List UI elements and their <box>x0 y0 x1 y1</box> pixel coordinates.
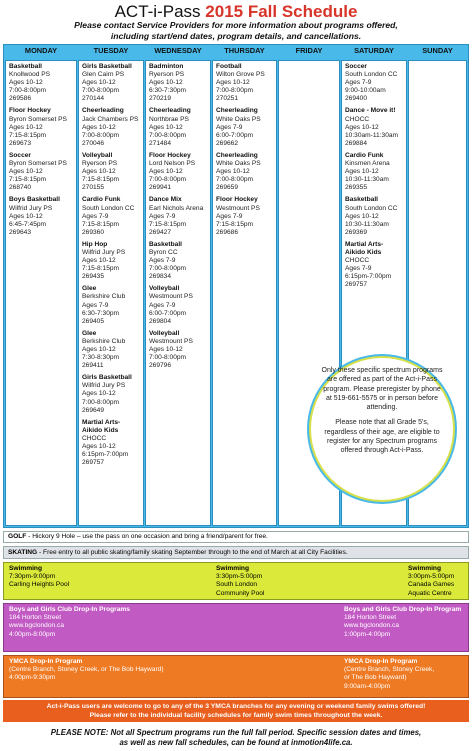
program-entry <box>9 63 73 103</box>
program-detail: 7:00-8:00pm <box>82 131 120 139</box>
program-entry <box>82 196 140 236</box>
swim-line: 7:30pm-9:00pm <box>9 573 56 581</box>
program-detail: 271484 <box>149 139 172 147</box>
program-name: Volleyball <box>149 285 180 293</box>
day-header-wednesday: WEDNESDAY <box>154 46 202 55</box>
program-detail: 270251 <box>216 95 239 103</box>
program-detail: Ages 7-9 <box>345 79 372 87</box>
program-entry <box>149 241 207 281</box>
bgc-line: 1:00pm-4:00pm <box>344 630 391 638</box>
program-detail: Jack Chambers PS <box>82 115 139 123</box>
ymca-line: or The Bob Hayward) <box>344 674 407 682</box>
swim-monday <box>9 565 209 590</box>
day-header-monday: MONDAY <box>24 46 58 55</box>
program-name: Volleyball <box>149 329 180 337</box>
program-detail: Ages 10-12 <box>345 123 379 131</box>
program-name: Boys Basketball <box>9 196 60 204</box>
program-detail: 7:30-8:30pm <box>82 354 120 362</box>
program-name: Cheerleading <box>82 107 124 115</box>
program-detail: 269804 <box>149 317 172 325</box>
swim-line: Aquatic Centre <box>408 589 452 597</box>
program-name: Floor Hockey <box>149 151 191 159</box>
skating-text: - Free entry to all public skating/family skating September through to the end of March at all City Facilities. <box>37 549 348 556</box>
program-detail: 269686 <box>216 228 239 236</box>
page-subtitle <box>20 20 452 42</box>
program-detail: 7:15-8:15pm <box>149 220 187 228</box>
program-name: Cardio Funk <box>82 196 121 204</box>
program-detail: 6:30-7:30pm <box>149 87 187 95</box>
program-detail: Westmount PS <box>149 337 193 345</box>
day-column-thursday <box>212 60 277 526</box>
program-detail: White Oaks PS <box>216 160 261 168</box>
program-name: Dance Mix <box>149 196 182 204</box>
program-detail: 7:00-8:00pm <box>149 176 187 184</box>
program-name: Soccer <box>345 63 367 70</box>
program-entry <box>82 241 140 281</box>
program-entry <box>82 285 140 325</box>
ymca-line: 9:00am-4:00pm <box>344 682 391 690</box>
program-detail: 9:00-10:00am <box>345 87 386 95</box>
program-detail: Ages 10-12 <box>82 79 116 87</box>
program-detail: Ages 7-9 <box>149 212 176 220</box>
program-name: Basketball <box>345 196 378 204</box>
program-entry <box>216 63 273 103</box>
program-detail: 7:00-8:00pm <box>82 87 120 95</box>
program-detail: 7:00-8:00pm <box>149 354 187 362</box>
program-detail: 10:30am-11:30am <box>345 131 399 139</box>
swim-line: South London <box>216 581 258 589</box>
program-detail: Knollwood PS <box>9 71 51 79</box>
program-detail: 269834 <box>149 273 172 281</box>
program-detail: Glen Cairn PS <box>82 71 125 79</box>
program-detail: 269643 <box>9 228 32 236</box>
program-entry <box>345 63 403 103</box>
program-detail: 7:00-8:00pm <box>149 265 187 273</box>
program-detail: Ages 10-12 <box>82 123 116 131</box>
spectrum-note-para: Please note that all Grade 5's, regardless of their age, are eligible to register for any Spectrum programs offered through Act-i-Pass. <box>324 419 440 455</box>
swim-sunday <box>408 565 470 598</box>
program-detail: 268740 <box>9 184 32 192</box>
golf-row <box>3 531 469 543</box>
program-name: Soccer <box>9 151 31 159</box>
program-detail: Ages 10-12 <box>149 168 183 176</box>
program-detail: 269659 <box>216 184 239 192</box>
day-column-tuesday <box>78 60 144 526</box>
footer-line: as well as new fall schedules, can be found at inmotion4life.ca. <box>119 738 353 747</box>
ymca-line: (Centre Branch, Stoney Creek, or The Bob Hayward) <box>9 666 164 674</box>
program-entry <box>9 107 73 147</box>
bgc-line: 4:00pm-8:00pm <box>9 630 56 638</box>
program-detail: 269757 <box>82 459 105 467</box>
program-detail: Wilfrid Jury PS <box>82 382 126 390</box>
swim-line: Carling Heights Pool <box>9 581 70 589</box>
program-entry <box>149 196 207 236</box>
program-detail: 269941 <box>149 184 172 192</box>
swim-line: 3:00pm-5:00pm <box>408 573 455 581</box>
program-detail: 269405 <box>82 317 105 325</box>
program-entry <box>216 152 273 192</box>
program-detail: 7:15-8:15pm <box>82 220 120 228</box>
program-name: Girls Basketball <box>82 63 132 70</box>
program-name: Hip Hop <box>82 240 108 248</box>
program-detail: CHOCC <box>82 434 107 442</box>
program-detail: Ages 7-9 <box>82 301 109 309</box>
program-detail: Lord Nelson PS <box>149 160 196 168</box>
program-detail: 270219 <box>149 95 172 103</box>
program-detail: Ages 7-9 <box>216 123 243 131</box>
ymca-title: YMCA Drop-In Program <box>344 658 418 665</box>
program-detail: 269411 <box>82 362 104 370</box>
program-detail: Ages 10-12 <box>82 390 116 398</box>
program-detail: 269673 <box>9 139 32 147</box>
program-entry <box>82 107 140 147</box>
program-detail: Ages 10-12 <box>216 168 250 176</box>
program-name: Basketball <box>149 240 182 248</box>
program-entry <box>82 419 140 468</box>
program-detail: Ages 10-12 <box>216 79 250 87</box>
program-detail: Berkshire Club <box>82 293 126 301</box>
program-entry <box>149 285 207 325</box>
program-detail: CHOCC <box>345 257 370 265</box>
footer-line: PLEASE NOTE: Not all Spectrum programs run the full fall period. Specific session dates and times, <box>50 728 422 737</box>
program-detail: 7:00-8:00pm <box>9 87 47 95</box>
program-detail: Ages 7-9 <box>149 301 176 309</box>
program-detail: Ages 10-12 <box>82 168 116 176</box>
program-entry <box>345 196 403 236</box>
program-name: Glee <box>82 285 97 293</box>
program-detail: Earl Nichols Arena <box>149 204 204 212</box>
ymca-title: YMCA Drop-In Program <box>9 658 83 665</box>
subtitle-line: Please contact Service Providers for more information about programs offered, <box>74 20 398 30</box>
program-detail: Byron Somerset PS <box>9 160 67 168</box>
program-detail: 7:15-8:15pm <box>82 265 120 273</box>
skating-label: SKATING <box>8 549 38 556</box>
footer-note <box>0 728 472 748</box>
bgc-weekday <box>9 606 259 639</box>
day-header-thursday: THURSDAY <box>224 46 265 55</box>
program-detail: 270046 <box>82 139 105 147</box>
program-detail: Ages 10-12 <box>9 79 43 87</box>
program-detail: 6:15pm-7:00pm <box>82 451 129 459</box>
program-entry <box>149 63 207 103</box>
program-name: Floor Hockey <box>9 107 51 115</box>
program-detail: 7:15-8:15pm <box>216 220 254 228</box>
day-header-saturday: SATURDAY <box>354 46 394 55</box>
golf-label: GOLF <box>8 533 27 540</box>
program-detail: 269662 <box>216 139 239 147</box>
swim-title: Swimming <box>408 565 441 572</box>
notice-line: Please refer to the individual facility schedules for family swim times throughout the week. <box>89 712 383 719</box>
program-name: Cheerleading <box>149 107 191 115</box>
program-detail: Wilfrid Jury PS <box>82 248 126 256</box>
program-name: Girls Basketball <box>82 374 132 382</box>
program-detail: 6:15pm-7:00pm <box>345 273 392 281</box>
program-detail: Ryerson PS <box>82 160 118 168</box>
program-detail: Ages 10-12 <box>149 79 183 87</box>
program-detail: 7:00-8:00pm <box>149 131 187 139</box>
notice-line: Act-i-Pass users are welcome to go to any of the 3 YMCA branches for any evening or weekend family swims offered! <box>46 703 426 710</box>
program-entry <box>216 107 273 147</box>
program-entry <box>345 152 403 192</box>
ymca-weekday <box>9 658 309 683</box>
program-name: Glee <box>82 329 97 337</box>
bgc-line: www.bgclondon.ca <box>9 622 64 630</box>
program-detail: Ages 10-12 <box>82 443 116 451</box>
swim-title: Swimming <box>216 565 249 572</box>
program-detail: 6:30-7:30pm <box>82 309 120 317</box>
program-detail: 269360 <box>82 228 105 236</box>
program-detail: Wilfrid Jury PS <box>9 204 53 212</box>
program-entry <box>149 152 207 192</box>
program-detail: 7:15-8:15pm <box>9 131 47 139</box>
boys-girls-club-row <box>3 603 469 652</box>
program-detail: 269355 <box>345 184 368 192</box>
program-detail: White Oaks PS <box>216 115 261 123</box>
program-detail: South London CC <box>345 204 398 212</box>
program-name: Cheerleading <box>216 151 258 159</box>
program-entry <box>82 374 140 414</box>
bgc-line: 184 Horton Street <box>9 614 62 622</box>
ymca-line: 4:00pm-9:30pm <box>9 674 56 682</box>
program-entry <box>216 196 273 236</box>
day-header-sunday: SUNDAY <box>422 46 453 55</box>
program-detail: 6:00-7:00pm <box>216 131 254 139</box>
page-title <box>0 2 472 22</box>
program-name: Football <box>216 63 242 70</box>
day-header-tuesday: TUESDAY <box>93 46 129 55</box>
program-entry <box>149 330 207 370</box>
program-detail: 269757 <box>345 281 368 289</box>
program-detail: 6:00-7:00pm <box>149 309 187 317</box>
golf-text: - Hickory 9 Hole – use the pass on one occasion and bring a friend/parent for free. <box>26 533 268 540</box>
subtitle-line: including start/end dates, program details, and cancellations. <box>110 31 362 41</box>
program-name: Cardio Funk <box>345 151 384 159</box>
program-entry <box>9 196 73 236</box>
bgc-line: www.bgclondon.ca <box>344 622 399 630</box>
program-detail: Westmount PS <box>149 293 193 301</box>
ymca-row <box>3 655 469 698</box>
program-detail: 7:15-8:15pm <box>82 176 120 184</box>
title-season: 2015 Fall Schedule <box>205 2 358 21</box>
program-detail: Ages 10-12 <box>149 346 183 353</box>
day-header-friday: FRIDAY <box>295 46 323 55</box>
title-main: ACT-i-Pass <box>114 2 201 21</box>
program-detail: Wilton Grove PS <box>216 71 265 79</box>
program-detail: Byron CC <box>149 248 178 256</box>
program-detail: Kinsmen Arena <box>345 160 390 168</box>
program-detail: Ages 10-12 <box>149 123 183 131</box>
bgc-line: 184 Horton Street <box>344 614 397 622</box>
program-detail: 7:00-8:00pm <box>82 398 120 406</box>
program-entry <box>82 152 140 192</box>
program-detail: Ages 10-12 <box>9 212 43 220</box>
swim-line: Canada Games <box>408 581 455 589</box>
program-name: Cheerleading <box>216 107 258 115</box>
program-detail: 6:45-7:45pm <box>9 220 47 228</box>
program-name: Martial Arts-Aikido Kids <box>345 240 384 256</box>
program-name: Dance - Move it! <box>345 107 396 115</box>
program-detail: 269435 <box>82 273 105 281</box>
swim-thursday <box>216 565 336 598</box>
program-detail: Ages 10-12 <box>9 123 43 131</box>
program-detail: CHOCC <box>345 115 370 123</box>
skating-row <box>3 546 469 559</box>
program-detail: 269586 <box>9 95 32 103</box>
ymca-notice <box>3 700 469 722</box>
program-entry <box>82 330 140 370</box>
program-detail: 270155 <box>82 184 105 192</box>
program-detail: Ages 10-12 <box>345 212 379 220</box>
day-column-wednesday <box>145 60 211 526</box>
program-detail: Northbrae PS <box>149 115 189 123</box>
bgc-title: Boys and Girls Club Drop-In Programs <box>9 606 130 613</box>
program-detail: Ages 10-12 <box>82 257 116 265</box>
program-entry <box>9 152 73 192</box>
swim-line: 3:30pm-5:00pm <box>216 573 263 581</box>
program-name: Floor Hockey <box>216 196 258 204</box>
program-detail: 270144 <box>82 95 105 103</box>
program-detail: Ages 10-12 <box>345 168 379 176</box>
program-entry <box>345 241 403 290</box>
program-name: Badminton <box>149 63 184 70</box>
program-detail: Ages 10-12 <box>82 346 116 353</box>
program-detail: 269884 <box>345 139 368 147</box>
program-detail: 269649 <box>82 406 105 414</box>
program-detail: Ages 10-12 <box>9 168 43 176</box>
program-detail: 10:30-11:30am <box>345 220 389 228</box>
ymca-saturday <box>344 658 466 691</box>
swim-line: Community Pool <box>216 589 265 597</box>
program-detail: 7:00-8:00pm <box>216 176 254 184</box>
program-detail: Ages 7-9 <box>149 257 176 265</box>
program-detail: Westmount PS <box>216 204 260 212</box>
program-detail: 269427 <box>149 228 172 236</box>
program-detail: South London CC <box>345 71 398 79</box>
program-name: Volleyball <box>82 151 113 159</box>
swim-title: Swimming <box>9 565 42 572</box>
program-detail: 7:15-8:15pm <box>9 176 47 184</box>
program-detail: Berkshire Club <box>82 337 126 345</box>
program-name: Basketball <box>9 63 42 70</box>
program-detail: Ryerson PS <box>149 71 185 79</box>
program-entry <box>345 107 403 147</box>
program-entry <box>149 107 207 147</box>
program-detail: 10:30-11:30am <box>345 176 389 184</box>
program-entry <box>82 63 140 103</box>
spectrum-note-para: Only these specific spectrum programs are offered as part of the Act-i-Pass program. Please preregister by phone at 519-661-5575 or in person before attending. <box>321 367 443 412</box>
program-detail: Ages 7-9 <box>345 265 372 273</box>
ymca-line: (Centre Branch, Stoney Creek, <box>344 666 435 674</box>
program-detail: 269400 <box>345 95 368 103</box>
program-detail: Byron Somerset PS <box>9 115 67 123</box>
bgc-saturday <box>344 606 466 639</box>
program-name: Martial Arts-Aikido Kids <box>82 418 121 434</box>
spectrum-note <box>309 356 455 502</box>
program-detail: Ages 7-9 <box>82 212 109 220</box>
program-detail: Ages 7-9 <box>216 212 243 220</box>
program-detail: 269796 <box>149 362 172 370</box>
day-column-monday <box>5 60 77 526</box>
program-detail: 269369 <box>345 228 368 236</box>
swimming-row <box>3 562 469 600</box>
program-detail: South London CC <box>82 204 135 212</box>
program-detail: 7:00-8:00pm <box>216 87 254 95</box>
bgc-title: Boys and Girls Club Drop-In Program <box>344 606 462 613</box>
